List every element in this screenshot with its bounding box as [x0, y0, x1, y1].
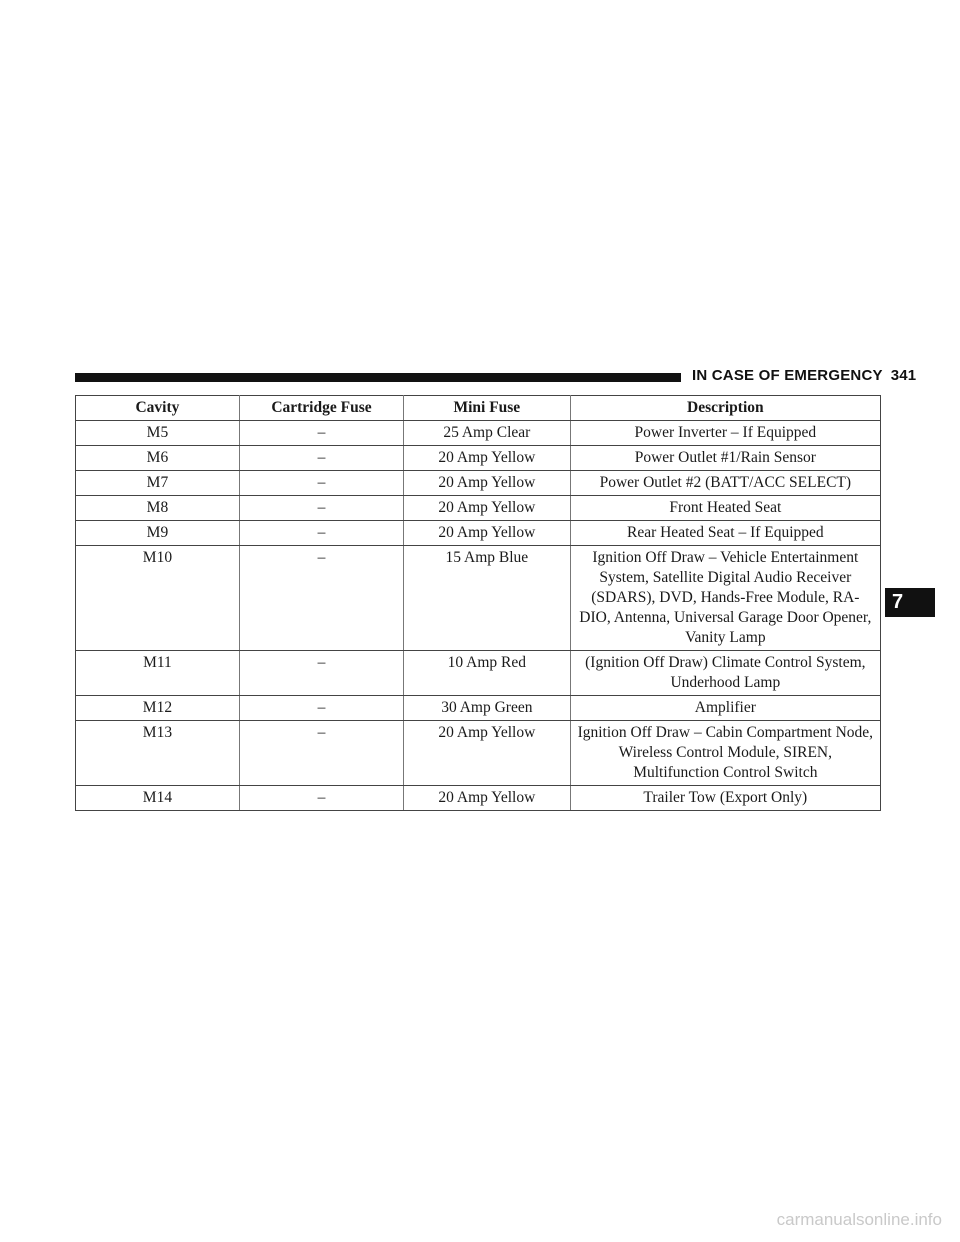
description-cell: Rear Heated Seat – If Equipped — [570, 521, 880, 546]
table-row — [76, 471, 881, 496]
table-row — [76, 446, 881, 471]
mini-fuse-cell: 20 Amp Yellow — [404, 496, 571, 521]
table-row — [76, 521, 881, 546]
header-rule — [75, 373, 681, 382]
mini-fuse-cell: 15 Amp Blue — [404, 546, 571, 651]
cavity-cell: M10 — [76, 546, 240, 651]
table-row — [76, 421, 881, 446]
page-number: 341 — [890, 367, 917, 384]
cartridge-fuse-cell: – — [239, 421, 403, 446]
watermark: carmanualsonline.info — [776, 1210, 942, 1229]
cavity-cell: M13 — [76, 721, 240, 786]
table-row — [76, 786, 881, 811]
description-cell: Ignition Off Draw – Vehicle Entertainment System, Satellite Digital Audio Receiver (SDARS), DVD, Hands-Free Module, RA-DIO, Antenna, Universal Garage Door Opener, Vanity Lamp — [570, 546, 880, 651]
description-cell: Front Heated Seat — [570, 496, 880, 521]
mini-fuse-cell: 30 Amp Green — [404, 696, 571, 721]
cavity-cell: M6 — [76, 446, 240, 471]
mini-fuse-cell: 20 Amp Yellow — [404, 521, 571, 546]
column-header-description: Description — [570, 396, 880, 421]
description-cell: Trailer Tow (Export Only) — [570, 786, 880, 811]
cavity-cell: M12 — [76, 696, 240, 721]
table-row — [76, 651, 881, 696]
cavity-cell: M8 — [76, 496, 240, 521]
cavity-cell: M14 — [76, 786, 240, 811]
cartridge-fuse-cell: – — [239, 471, 403, 496]
cavity-cell: M5 — [76, 421, 240, 446]
description-cell: Power Outlet #2 (BATT/ACC SELECT) — [570, 471, 880, 496]
table-row — [76, 496, 881, 521]
cartridge-fuse-cell: – — [239, 696, 403, 721]
mini-fuse-cell: 20 Amp Yellow — [404, 471, 571, 496]
cavity-cell: M11 — [76, 651, 240, 696]
table-header-row — [76, 396, 881, 421]
cartridge-fuse-cell: – — [239, 546, 403, 651]
mini-fuse-cell: 20 Amp Yellow — [404, 786, 571, 811]
cavity-cell: M9 — [76, 521, 240, 546]
cavity-cell: M7 — [76, 471, 240, 496]
cartridge-fuse-cell: – — [239, 446, 403, 471]
mini-fuse-cell: 20 Amp Yellow — [404, 721, 571, 786]
table-row — [76, 696, 881, 721]
mini-fuse-cell: 25 Amp Clear — [404, 421, 571, 446]
description-cell: Ignition Off Draw – Cabin Compartment Node, Wireless Control Module, SIREN, Multifunction Control Switch — [570, 721, 880, 786]
description-cell: (Ignition Off Draw) Climate Control System, Underhood Lamp — [570, 651, 880, 696]
description-cell: Power Inverter – If Equipped — [570, 421, 880, 446]
column-header-mini-fuse: Mini Fuse — [404, 396, 571, 421]
cartridge-fuse-cell: – — [239, 651, 403, 696]
column-header-cartridge-fuse: Cartridge Fuse — [239, 396, 403, 421]
cartridge-fuse-cell: – — [239, 721, 403, 786]
cartridge-fuse-cell: – — [239, 496, 403, 521]
table-row — [76, 721, 881, 786]
mini-fuse-cell: 10 Amp Red — [404, 651, 571, 696]
fuse-table — [75, 395, 881, 811]
description-cell: Amplifier — [570, 696, 880, 721]
chapter-tab: 7 — [885, 588, 935, 617]
table-row — [76, 546, 881, 651]
cartridge-fuse-cell: – — [239, 521, 403, 546]
column-header-cavity: Cavity — [76, 396, 240, 421]
running-header — [692, 367, 916, 384]
section-title: IN CASE OF EMERGENCY — [692, 367, 883, 384]
mini-fuse-cell: 20 Amp Yellow — [404, 446, 571, 471]
description-cell: Power Outlet #1/Rain Sensor — [570, 446, 880, 471]
cartridge-fuse-cell: – — [239, 786, 403, 811]
